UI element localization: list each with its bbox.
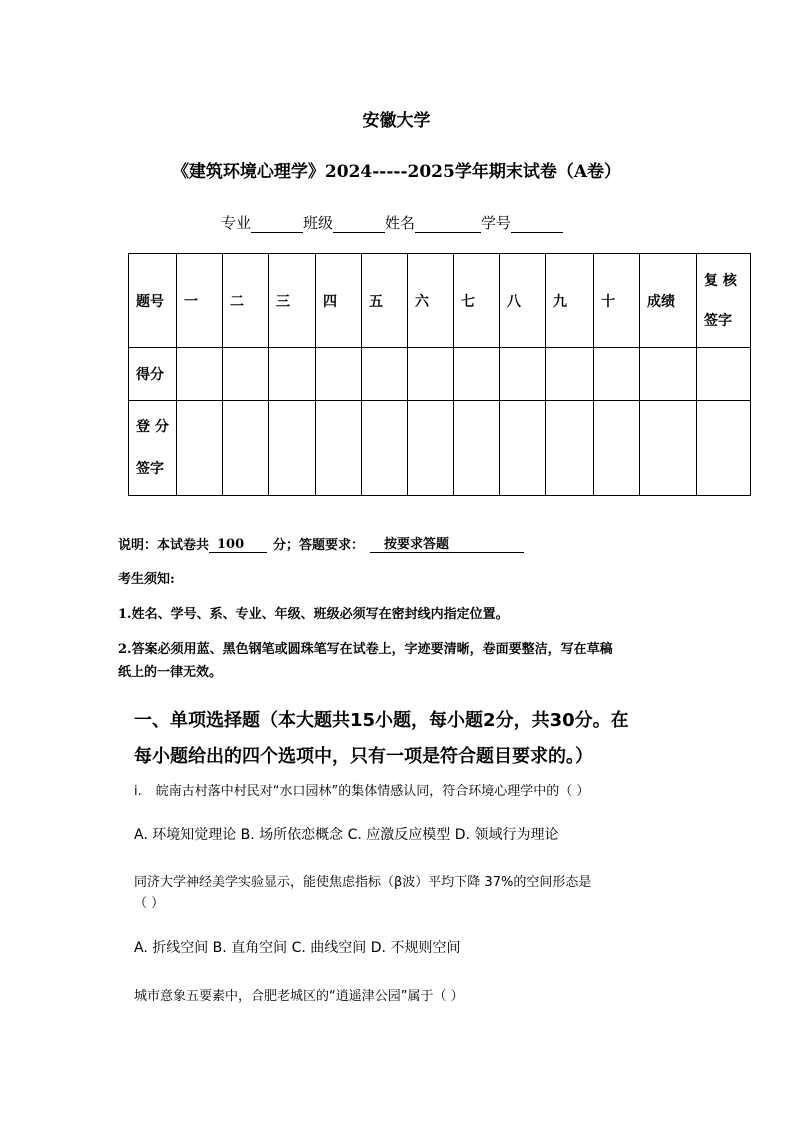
university-title: 安徽大学 <box>362 111 431 131</box>
score-cell[interactable] <box>594 348 640 401</box>
sign-line2: 签字 <box>136 461 164 477</box>
score-cell[interactable] <box>223 348 269 401</box>
col-2: 二 <box>223 254 269 348</box>
table-row-sign <box>129 401 751 496</box>
score-cell[interactable] <box>640 348 697 401</box>
name-field[interactable] <box>415 216 481 233</box>
review-line2: 签字 <box>704 312 732 329</box>
col-8: 八 <box>500 254 546 348</box>
col-total: 成绩 <box>640 254 697 348</box>
sign-cell[interactable] <box>223 401 269 496</box>
question-2-options: A. 折线空间 B. 直角空间 C. 曲线空间 D. 不规则空间 <box>134 940 461 956</box>
score-cell[interactable] <box>546 348 594 401</box>
question-3: 城市意象五要素中，合肥老城区的“逍遥津公园”属于（ ） <box>134 989 464 1004</box>
notice-item-1: 1.姓名、学号、系、专业、年级、班级必须写在密封线内指定位置。 <box>118 607 509 622</box>
col-3: 三 <box>269 254 316 348</box>
sign-cell[interactable] <box>408 401 454 496</box>
score-cell[interactable] <box>500 348 546 401</box>
sign-cell[interactable] <box>500 401 546 496</box>
sign-cell[interactable] <box>640 401 697 496</box>
review-line1: 复 核 <box>704 272 737 289</box>
col-7: 七 <box>454 254 500 348</box>
score-table <box>128 253 751 496</box>
class-field[interactable] <box>333 216 385 233</box>
score-cell[interactable] <box>697 348 751 401</box>
question-1-options: A. 环境知觉理论 B. 场所依恋概念 C. 应激反应模型 D. 领域行为理论 <box>134 827 559 843</box>
section1-heading: 一、单项选择题（本大题共15小题，每小题2分，共30分。在 <box>134 710 629 731</box>
score-cell[interactable] <box>362 348 408 401</box>
sign-cell[interactable] <box>594 401 640 496</box>
header-label: 题号 <box>129 254 177 348</box>
sign-cell[interactable] <box>362 401 408 496</box>
class-label: 班级 <box>303 214 334 232</box>
exam-title: 《建筑环境心理学》2024-----2025学年期末试卷（A卷） <box>171 162 622 182</box>
exam-description <box>118 533 524 553</box>
question-2-blank: （ ） <box>134 896 165 911</box>
major-field[interactable] <box>251 216 303 233</box>
name-label: 姓名 <box>385 214 416 232</box>
row-score-label: 得分 <box>129 348 177 401</box>
intro-mid: 分；答题要求： <box>273 538 365 553</box>
col-6: 六 <box>408 254 454 348</box>
score-cell[interactable] <box>454 348 500 401</box>
sign-cell[interactable] <box>454 401 500 496</box>
notice-heading: 考生须知: <box>118 572 175 587</box>
col-9: 九 <box>546 254 594 348</box>
sign-cell[interactable] <box>177 401 223 496</box>
question-2: 同济大学神经美学实验显示，能使焦虑指标（β波）平均下降 37%的空间形态是 <box>134 875 592 890</box>
sign-line1: 登 分 <box>136 419 169 435</box>
question-1 <box>134 780 589 799</box>
row-sign-label <box>129 401 177 496</box>
score-cell[interactable] <box>316 348 362 401</box>
score-cell[interactable] <box>269 348 316 401</box>
total-score: 100 <box>209 537 267 553</box>
intro-prefix: 说明：本试卷共 <box>118 538 210 553</box>
col-review <box>697 254 751 348</box>
table-row-score <box>129 348 751 401</box>
col-4: 四 <box>316 254 362 348</box>
col-5: 五 <box>362 254 408 348</box>
notice-item-2: 2.答案必须用蓝、黑色钢笔或圆珠笔写在试卷上，字迹要清晰，卷面要整洁，写在草稿 <box>118 642 613 657</box>
question-text: 皖南古村落中村民对“水口园林”的集体情感认同，符合环境心理学中的（ ） <box>155 784 590 799</box>
sign-cell[interactable] <box>697 401 751 496</box>
student-info <box>221 212 563 233</box>
id-field[interactable] <box>511 216 563 233</box>
sign-cell[interactable] <box>269 401 316 496</box>
sign-cell[interactable] <box>316 401 362 496</box>
col-10: 十 <box>594 254 640 348</box>
question-number: i. <box>134 784 142 799</box>
answer-requirement: 按要求答题 <box>370 533 524 553</box>
notice-item-2-cont: 纸上的一律无效。 <box>118 665 223 680</box>
section1-heading-cont: 每小题给出的四个选项中，只有一项是符合题目要求的。） <box>134 746 593 767</box>
table-row-header <box>129 254 751 348</box>
col-1: 一 <box>177 254 223 348</box>
score-cell[interactable] <box>408 348 454 401</box>
score-cell[interactable] <box>177 348 223 401</box>
sign-cell[interactable] <box>546 401 594 496</box>
major-label: 专业 <box>221 214 252 232</box>
id-label: 学号 <box>481 214 512 232</box>
